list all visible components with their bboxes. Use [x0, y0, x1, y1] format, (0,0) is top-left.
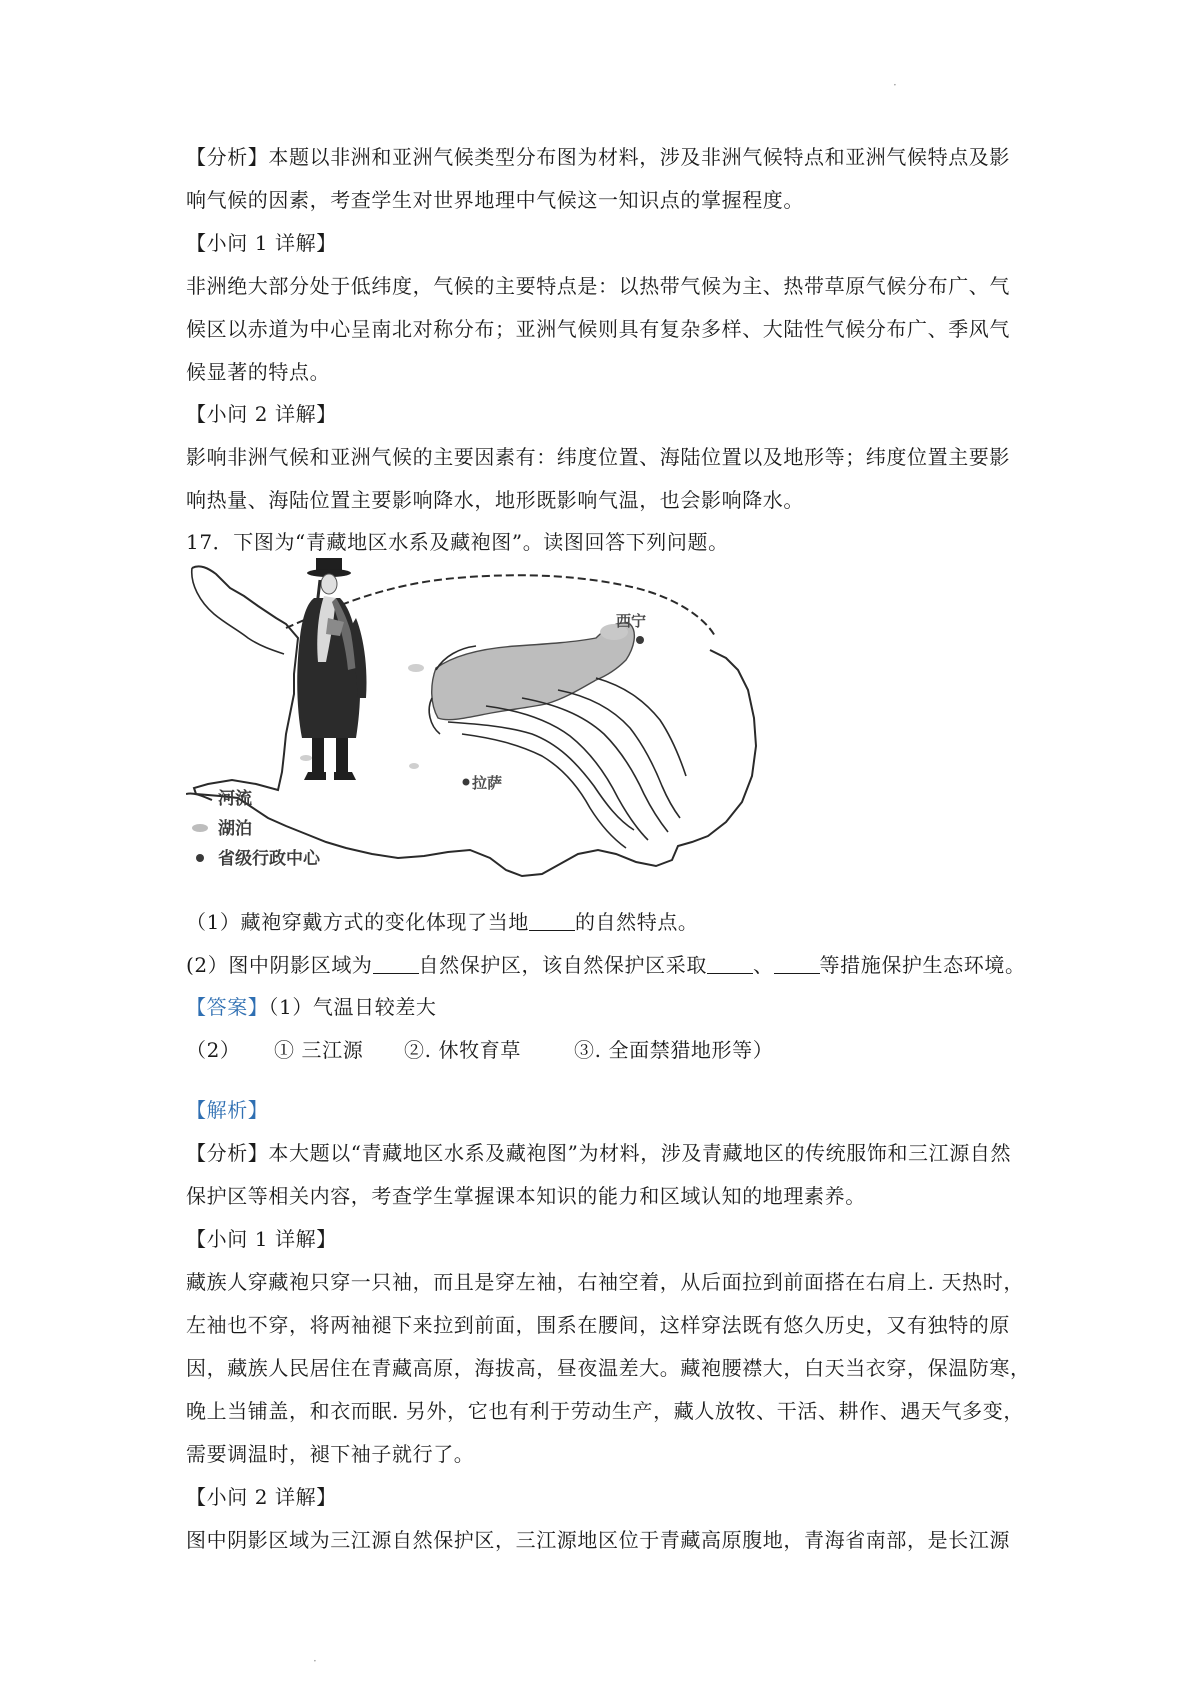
- qinghai-tibet-map-figure: [186, 558, 766, 900]
- solution-sub1-line2: 左袖也不穿，将两袖褪下来拉到前面，围系在腰间，这样穿法既有悠久历史，又有独特的原: [186, 1313, 1010, 1337]
- q16-sub1-heading: 【小问 1 详解】: [186, 231, 337, 255]
- region-outline: [192, 566, 756, 876]
- answer-line1: 【答案】（1）气温日较差大: [186, 995, 437, 1019]
- legend-center-icon: [196, 854, 204, 862]
- blank-1: [529, 912, 575, 931]
- xining-marker: [636, 636, 644, 644]
- solution-sub1-line4: 晚上当铺盖，和衣而眠. 另外，它也有利于劳动生产，藏人放牧、干活、耕作、遇天气多变，: [186, 1399, 1024, 1423]
- q16-sub2-line1: 影响非洲气候和亚洲气候的主要因素有：纬度位置、海陆位置以及地形等；纬度位置主要影: [186, 445, 1010, 469]
- blank-3: [707, 955, 753, 974]
- city-lhasa-label: 拉萨: [472, 774, 503, 792]
- lake: [409, 763, 419, 769]
- solution-sub1-line1: 藏族人穿藏袍只穿一只袖，而且是穿左袖，右袖空着，从后面拉到前面搭在右肩上. 天热时，: [186, 1270, 1024, 1294]
- river-line: [522, 698, 668, 832]
- solution-label: 【解析】: [186, 1098, 269, 1122]
- solution-sub2-heading: 【小问 2 详解】: [186, 1485, 337, 1509]
- solution-analysis-line2: 保护区等相关内容，考查学生掌握课本知识的能力和区域认知的地理素养。: [186, 1184, 866, 1208]
- answer-item-3: ③. 全面禁猎地形等）: [574, 1038, 774, 1062]
- region-outline-west: [192, 568, 284, 654]
- solution-sub1-line5: 需要调温时，褪下袖子就行了。: [186, 1442, 475, 1466]
- q17-sub2: (2）图中阴影区域为 自然保护区，该自然保护区采取 、 等措施保护生态环境。: [186, 953, 1026, 977]
- legend-river-label: 河流: [218, 789, 252, 809]
- answer-item-1: ① 三江源: [274, 1038, 364, 1062]
- q16-sub1-line1: 非洲绝大部分处于低纬度，气候的主要特点是：以热带气候为主、热带草原气候分布广、气: [186, 274, 1010, 298]
- legend-center-label: 省级行政中心: [218, 849, 320, 869]
- blank-4: [774, 955, 820, 974]
- q16-sub2-line2: 响热量、海陆位置主要影响降水，地形既影响气温，也会影响降水。: [186, 488, 804, 512]
- answer-line2: （2） ① 三江源 ②. 休牧育草 ③. 全面禁猎地形等）: [186, 1038, 774, 1062]
- lake: [408, 664, 424, 672]
- solution-analysis-line1: 【分析】本大题以“青藏地区水系及藏袍图”为材料，涉及青藏地区的传统服饰和三江源自然: [186, 1141, 1012, 1165]
- lhasa-marker: [463, 779, 470, 786]
- tibetan-robe-figure-icon: [297, 558, 366, 780]
- lake: [300, 755, 312, 761]
- legend: [186, 788, 321, 869]
- map-svg: [186, 558, 766, 900]
- legend-lake-label: 湖泊: [218, 819, 252, 839]
- city-xining-label: 西宁: [616, 612, 647, 630]
- legend-lake-icon: [192, 824, 208, 832]
- answer-item-2: ②. 休牧育草: [404, 1038, 521, 1062]
- q16-sub2-heading: 【小问 2 详解】: [186, 402, 337, 426]
- q16-sub1-line2: 候区以赤道为中心呈南北对称分布；亚洲气候则具有复杂多样、大陆性气候分布广、季风气: [186, 317, 1010, 341]
- q17-sub1: （1）藏袍穿戴方式的变化体现了当地 的自然特点。: [186, 910, 699, 934]
- analysis-q16-line1: 【分析】本题以非洲和亚洲气候类型分布图为材料，涉及非洲气候特点和亚洲气候特点及影: [186, 145, 1010, 169]
- answer-label: 【答案】: [186, 995, 269, 1019]
- river-line: [486, 706, 648, 840]
- blank-2: [373, 955, 419, 974]
- analysis-q16-line2: 响气候的因素，考查学生对世界地理中气候这一知识点的掌握程度。: [186, 188, 804, 212]
- q17-stem: 17．下图为“青藏地区水系及藏袍图”。读图回答下列问题。: [186, 530, 729, 554]
- q16-sub1-line3: 候显著的特点。: [186, 360, 331, 384]
- solution-sub1-line3: 因，藏族人民居住在青藏高原，海拔高，昼夜温差大。藏袍腰襟大，白天当衣穿，保温防寒，: [186, 1356, 1031, 1380]
- scan-dot: ·: [313, 1654, 317, 1668]
- river-line: [596, 678, 686, 776]
- scan-dot: ·: [893, 78, 897, 92]
- solution-sub2-line1: 图中阴影区域为三江源自然保护区，三江源地区位于青藏高原腹地，青海省南部，是长江源: [186, 1528, 1010, 1552]
- solution-sub1-heading: 【小问 1 详解】: [186, 1227, 337, 1251]
